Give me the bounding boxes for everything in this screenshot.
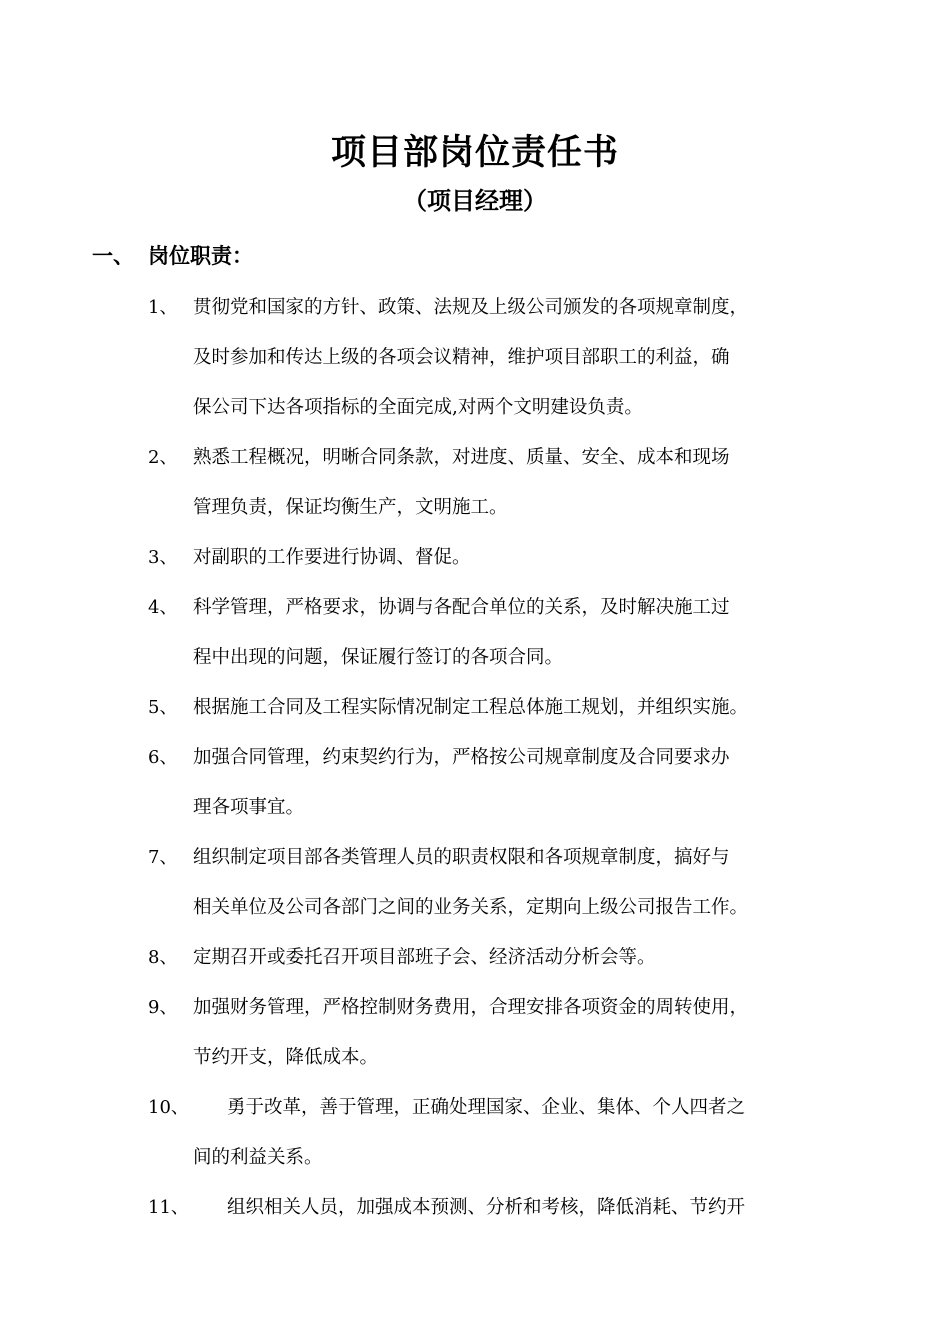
- duty-item-line: 保公司下达各项指标的全面完成,对两个文明建设负责。: [193, 397, 643, 418]
- duty-item-number: 6、: [148, 747, 178, 768]
- duty-item-line: 贯彻党和国家的方针、政策、法规及上级公司颁发的各项规章制度，: [193, 297, 749, 318]
- duty-item-8: [0, 933, 950, 983]
- duty-item-number: 9、: [148, 997, 178, 1018]
- section-number: 一、: [92, 243, 134, 268]
- section-heading: [92, 238, 253, 274]
- duty-item-number: 2、: [148, 447, 178, 468]
- duty-item-4: [0, 583, 950, 683]
- duty-item-6: [0, 733, 950, 833]
- duty-item-5: [0, 683, 950, 733]
- duty-item-line: 定期召开或委托召开项目部班子会、经济活动分析会等。: [193, 947, 656, 968]
- duty-item-line: 相关单位及公司各部门之间的业务关系，定期向上级公司报告工作。: [193, 897, 749, 918]
- duty-item-line: 组织制定项目部各类管理人员的职责权限和各项规章制度，搞好与: [193, 847, 730, 868]
- duty-item-line: 科学管理，严格要求，协调与各配合单位的关系，及时解决施工过: [193, 597, 730, 618]
- duty-item-11: [0, 1183, 950, 1233]
- duty-item-line: 对副职的工作要进行协调、督促。: [193, 547, 471, 568]
- document-subtitle: （项目经理）: [403, 186, 547, 215]
- duty-item-7: [0, 833, 950, 933]
- duty-item-line: 理各项事宜。: [193, 797, 305, 818]
- duty-item-line: 熟悉工程概况，明晰合同条款，对进度、质量、安全、成本和现场: [193, 447, 730, 468]
- duty-item-number: 1、: [148, 297, 178, 318]
- duty-item-number: 7、: [148, 847, 178, 868]
- duty-item-line: 加强财务管理，严格控制财务费用，合理安排各项资金的周转使用，: [193, 997, 749, 1018]
- section-title: 岗位职责：: [148, 243, 253, 268]
- duty-item-line: 节约开支，降低成本。: [193, 1047, 379, 1068]
- duty-item-line: 勇于改革，善于管理，正确处理国家、企业、集体、个人四者之: [227, 1097, 746, 1118]
- duty-item-number: 11、: [148, 1197, 189, 1218]
- duty-item-number: 10、: [148, 1097, 189, 1118]
- duty-item-line: 及时参加和传达上级的各项会议精神，维护项目部职工的利益，确: [193, 347, 730, 368]
- duty-item-9: [0, 983, 950, 1083]
- duty-item-10: [0, 1083, 950, 1183]
- document-title: 项目部岗位责任书: [330, 132, 619, 173]
- duty-item-number: 3、: [148, 547, 178, 568]
- duty-item-number: 8、: [148, 947, 178, 968]
- duty-item-number: 5、: [148, 697, 178, 718]
- duty-item-line: 程中出现的问题，保证履行签订的各项合同。: [193, 647, 564, 668]
- duty-list: [0, 283, 950, 1233]
- duty-item-line: 加强合同管理，约束契约行为，严格按公司规章制度及合同要求办: [193, 747, 730, 768]
- duty-item-1: [0, 283, 950, 433]
- duty-item-line: 管理负责，保证均衡生产，文明施工。: [193, 497, 508, 518]
- duty-item-2: [0, 433, 950, 533]
- duty-item-line: 间的利益关系。: [193, 1147, 323, 1168]
- duty-item-3: [0, 533, 950, 583]
- duty-item-number: 4、: [148, 597, 178, 618]
- duty-item-line: 根据施工合同及工程实际情况制定工程总体施工规划，并组织实施。: [193, 697, 749, 718]
- duty-item-line: 组织相关人员，加强成本预测、分析和考核，降低消耗、节约开: [227, 1197, 746, 1218]
